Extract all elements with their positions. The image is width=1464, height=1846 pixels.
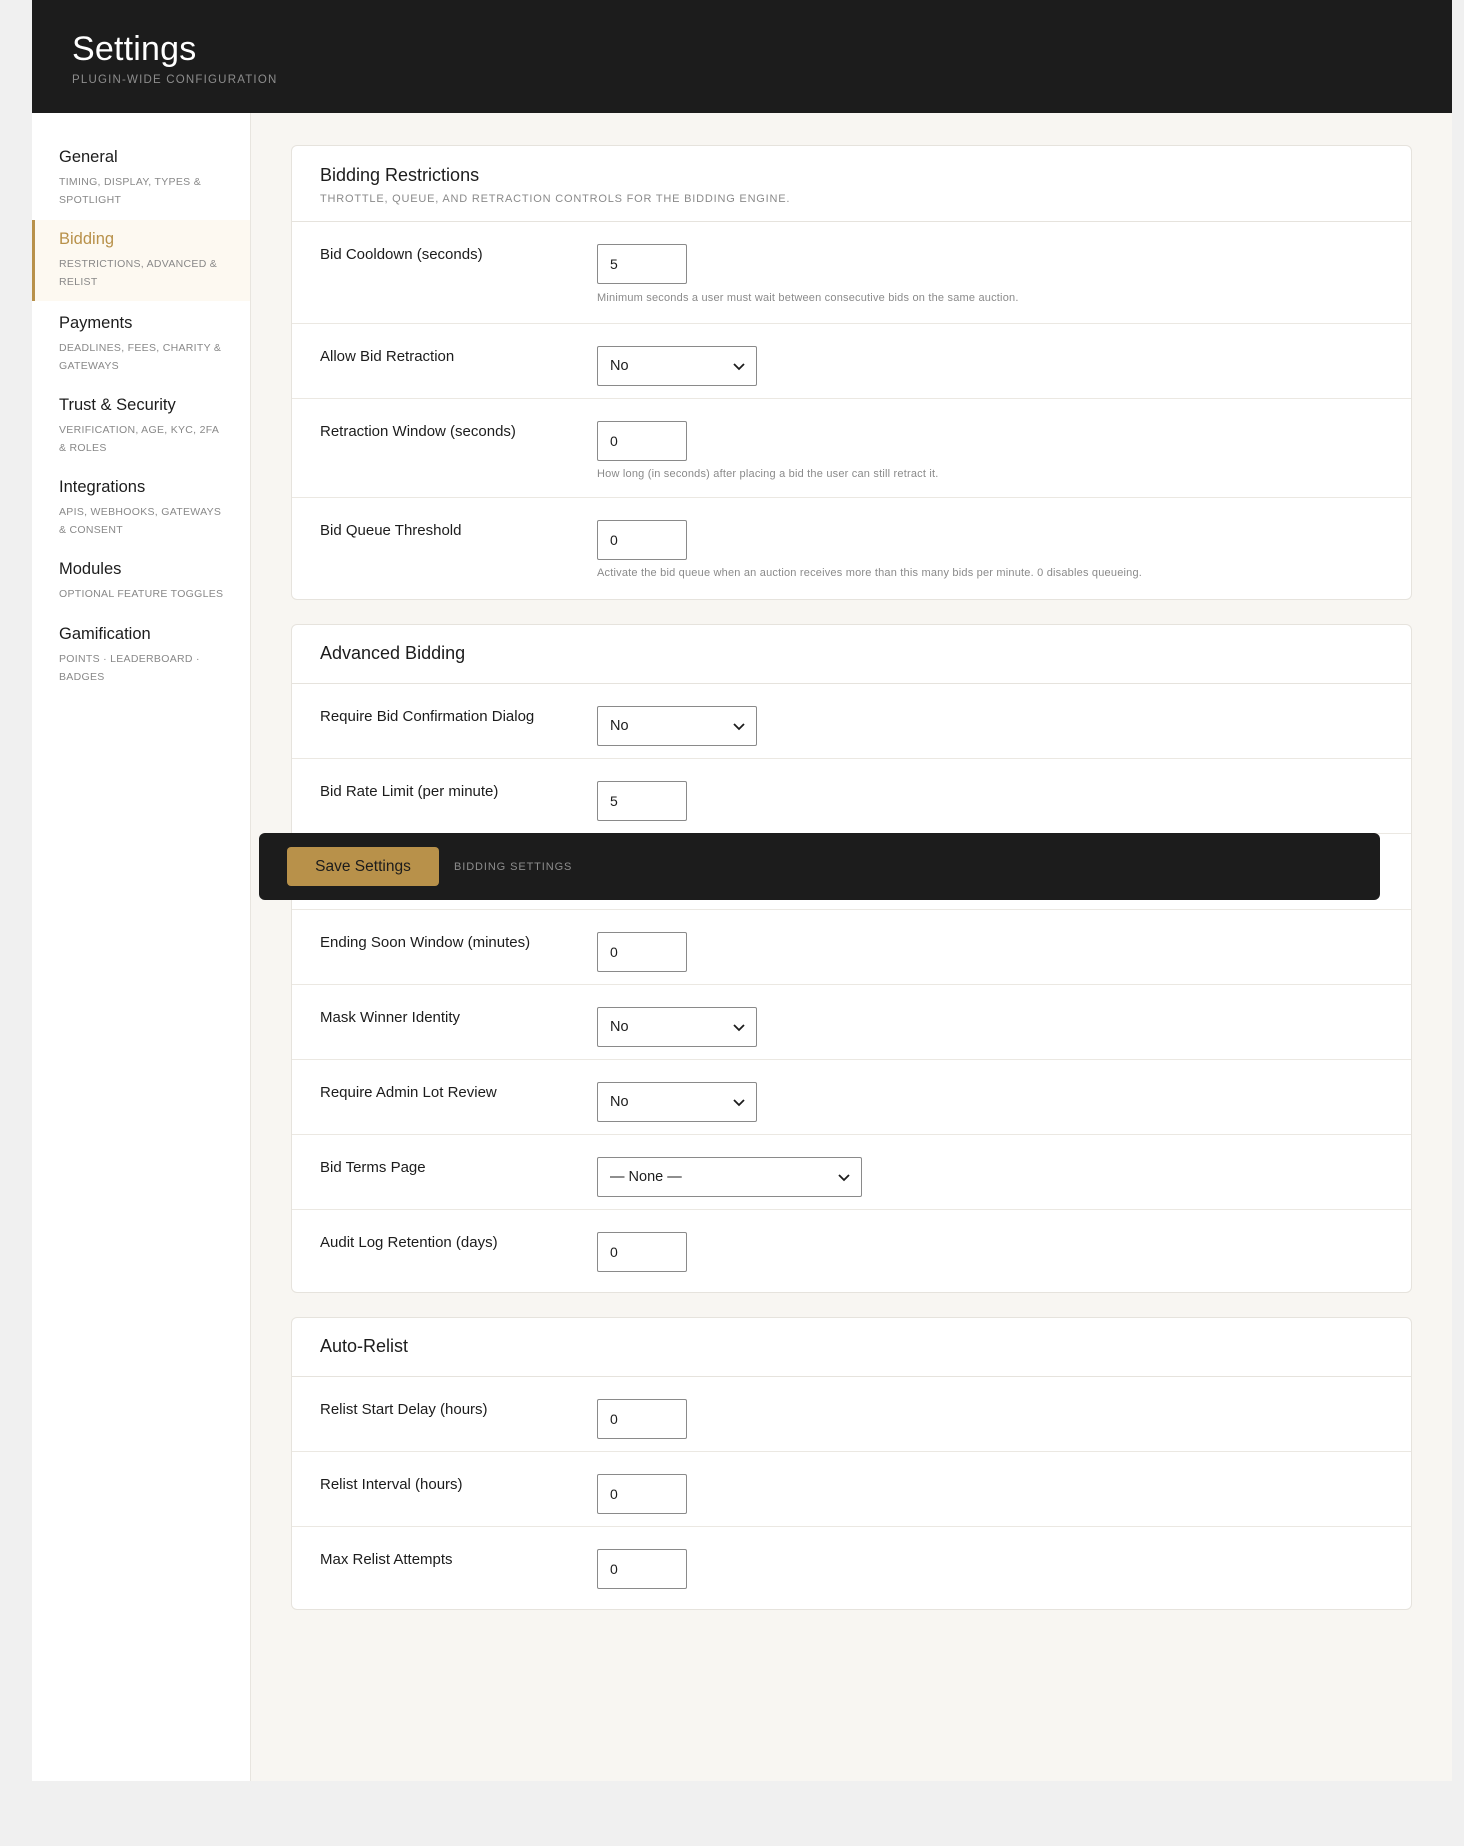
sidebar-item-label: Trust & Security	[59, 396, 176, 414]
setting-label: Require Admin Lot Review	[320, 1084, 497, 1101]
setting-row-allow-bid-retraction	[292, 324, 1411, 399]
select-value: No	[610, 1019, 629, 1035]
sidebar-item-modules[interactable]	[32, 559, 250, 609]
setting-label: Allow Bid Retraction	[320, 348, 455, 365]
setting-label: Bid Cooldown (seconds)	[320, 246, 483, 263]
setting-label: Audit Log Retention (days)	[320, 1234, 498, 1251]
setting-label: Retraction Window (seconds)	[320, 423, 516, 440]
setting-row-mask-winner	[292, 985, 1411, 1060]
sidebar-item-label: Integrations	[59, 478, 146, 496]
save-settings-button[interactable]: Save Settings	[287, 847, 439, 886]
setting-label: Relist Interval (hours)	[320, 1476, 463, 1493]
select-value: — None —	[610, 1169, 682, 1185]
auto-relist-card	[291, 1317, 1412, 1610]
settings-sidebar	[32, 113, 251, 1781]
setting-row-bid-terms-page	[292, 1135, 1411, 1210]
sidebar-item-desc: OPTIONAL FEATURE TOGGLES	[59, 588, 224, 600]
setting-label: Bid Rate Limit (per minute)	[320, 783, 499, 800]
bidding-restrictions-card	[291, 145, 1412, 600]
card-header	[292, 625, 1411, 684]
sidebar-item-desc: DEADLINES, FEES, CHARITY & GATEWAYS	[59, 342, 222, 372]
setting-label: Mask Winner Identity	[320, 1009, 461, 1026]
setting-row-bid-queue-threshold	[292, 498, 1411, 600]
sidebar-item-label: Bidding	[59, 230, 115, 248]
chevron-down-icon	[731, 718, 747, 734]
card-header	[292, 1318, 1411, 1377]
sidebar-item-desc: VERIFICATION, AGE, KYC, 2FA & ROLES	[59, 424, 219, 454]
audit-log-retention-input[interactable]: 0	[597, 1232, 687, 1272]
sidebar-item-general[interactable]	[32, 147, 250, 217]
setting-label: Max Relist Attempts	[320, 1551, 453, 1568]
card-title: Bidding Restrictions	[320, 165, 480, 185]
sidebar-item-payments[interactable]	[32, 313, 250, 383]
sidebar-item-gamification[interactable]	[32, 624, 250, 683]
setting-hint: How long (in seconds) after placing a bid the user can still retract it.	[597, 468, 939, 480]
setting-label: Relist Start Delay (hours)	[320, 1401, 488, 1418]
bid-rate-limit-input[interactable]: 5	[597, 781, 687, 821]
sidebar-item-desc: TIMING, DISPLAY, TYPES & SPOTLIGHT	[59, 176, 201, 206]
sidebar-item-desc: POINTS · LEADERBOARD · BADGES	[59, 653, 200, 683]
setting-hint: Minimum seconds a user must wait between consecutive bids on the same auction.	[597, 292, 1019, 304]
setting-row-relist-interval	[292, 1452, 1411, 1527]
setting-row-ending-soon-window	[292, 910, 1411, 985]
sidebar-item-bidding[interactable]	[32, 220, 250, 301]
sidebar-item-desc: RESTRICTIONS, ADVANCED & RELIST	[59, 258, 218, 288]
allow-bid-retraction-select[interactable]	[597, 346, 757, 386]
setting-row-max-relist-attempts	[292, 1527, 1411, 1610]
bid-queue-threshold-input[interactable]: 0	[597, 520, 687, 560]
setting-label: Ending Soon Window (minutes)	[320, 934, 531, 951]
sidebar-item-label: Payments	[59, 314, 133, 332]
setting-label: Bid Queue Threshold	[320, 522, 462, 539]
card-subtitle: THROTTLE, QUEUE, AND RETRACTION CONTROLS FOR THE BIDDING ENGINE.	[320, 193, 791, 205]
setting-label: Bid Terms Page	[320, 1159, 426, 1176]
sidebar-item-label: Gamification	[59, 625, 151, 643]
setting-row-retraction-window	[292, 399, 1411, 498]
sticky-save-bar	[259, 833, 1380, 900]
page-title: Settings	[72, 30, 197, 68]
page-header	[32, 0, 1452, 113]
setting-row-relist-start-delay	[292, 1377, 1411, 1452]
card-title: Auto-Relist	[320, 1336, 409, 1356]
sidebar-item-label: Modules	[59, 560, 122, 578]
setting-row-admin-lot-review	[292, 1060, 1411, 1135]
setting-row-bid-rate-limit	[292, 759, 1411, 834]
relist-start-delay-input[interactable]: 0	[597, 1399, 687, 1439]
advanced-bidding-card	[291, 624, 1412, 1293]
page-subtitle: PLUGIN-WIDE CONFIGURATION	[72, 74, 278, 86]
card-title: Advanced Bidding	[320, 643, 466, 663]
select-value: No	[610, 718, 629, 734]
setting-row-audit-log-retention	[292, 1210, 1411, 1293]
setting-label: Require Bid Confirmation Dialog	[320, 708, 535, 725]
sidebar-item-trust-security[interactable]	[32, 395, 250, 465]
admin-lot-review-select[interactable]	[597, 1082, 757, 1122]
bid-cooldown-input[interactable]: 5	[597, 244, 687, 284]
card-header	[292, 146, 1411, 222]
select-value: No	[610, 358, 629, 374]
save-context-label: BIDDING SETTINGS	[454, 861, 573, 873]
setting-row-bid-confirmation	[292, 684, 1411, 759]
relist-interval-input[interactable]: 0	[597, 1474, 687, 1514]
mask-winner-select[interactable]	[597, 1007, 757, 1047]
bid-confirmation-select[interactable]	[597, 706, 757, 746]
select-value: No	[610, 1094, 629, 1110]
chevron-down-icon	[731, 1019, 747, 1035]
max-relist-attempts-input[interactable]: 0	[597, 1549, 687, 1589]
chevron-down-icon	[731, 1094, 747, 1110]
sidebar-item-integrations[interactable]	[32, 477, 250, 547]
setting-row-bid-cooldown	[292, 222, 1411, 324]
retraction-window-input[interactable]: 0	[597, 421, 687, 461]
chevron-down-icon	[836, 1169, 852, 1185]
sidebar-item-desc: APIS, WEBHOOKS, GATEWAYS & CONSENT	[59, 506, 222, 536]
sidebar-item-label: General	[59, 148, 118, 166]
setting-hint: Activate the bid queue when an auction receives more than this many bids per minute. 0 disables queueing.	[597, 567, 1143, 579]
ending-soon-window-input[interactable]: 0	[597, 932, 687, 972]
bid-terms-page-select[interactable]	[597, 1157, 862, 1197]
chevron-down-icon	[731, 358, 747, 374]
